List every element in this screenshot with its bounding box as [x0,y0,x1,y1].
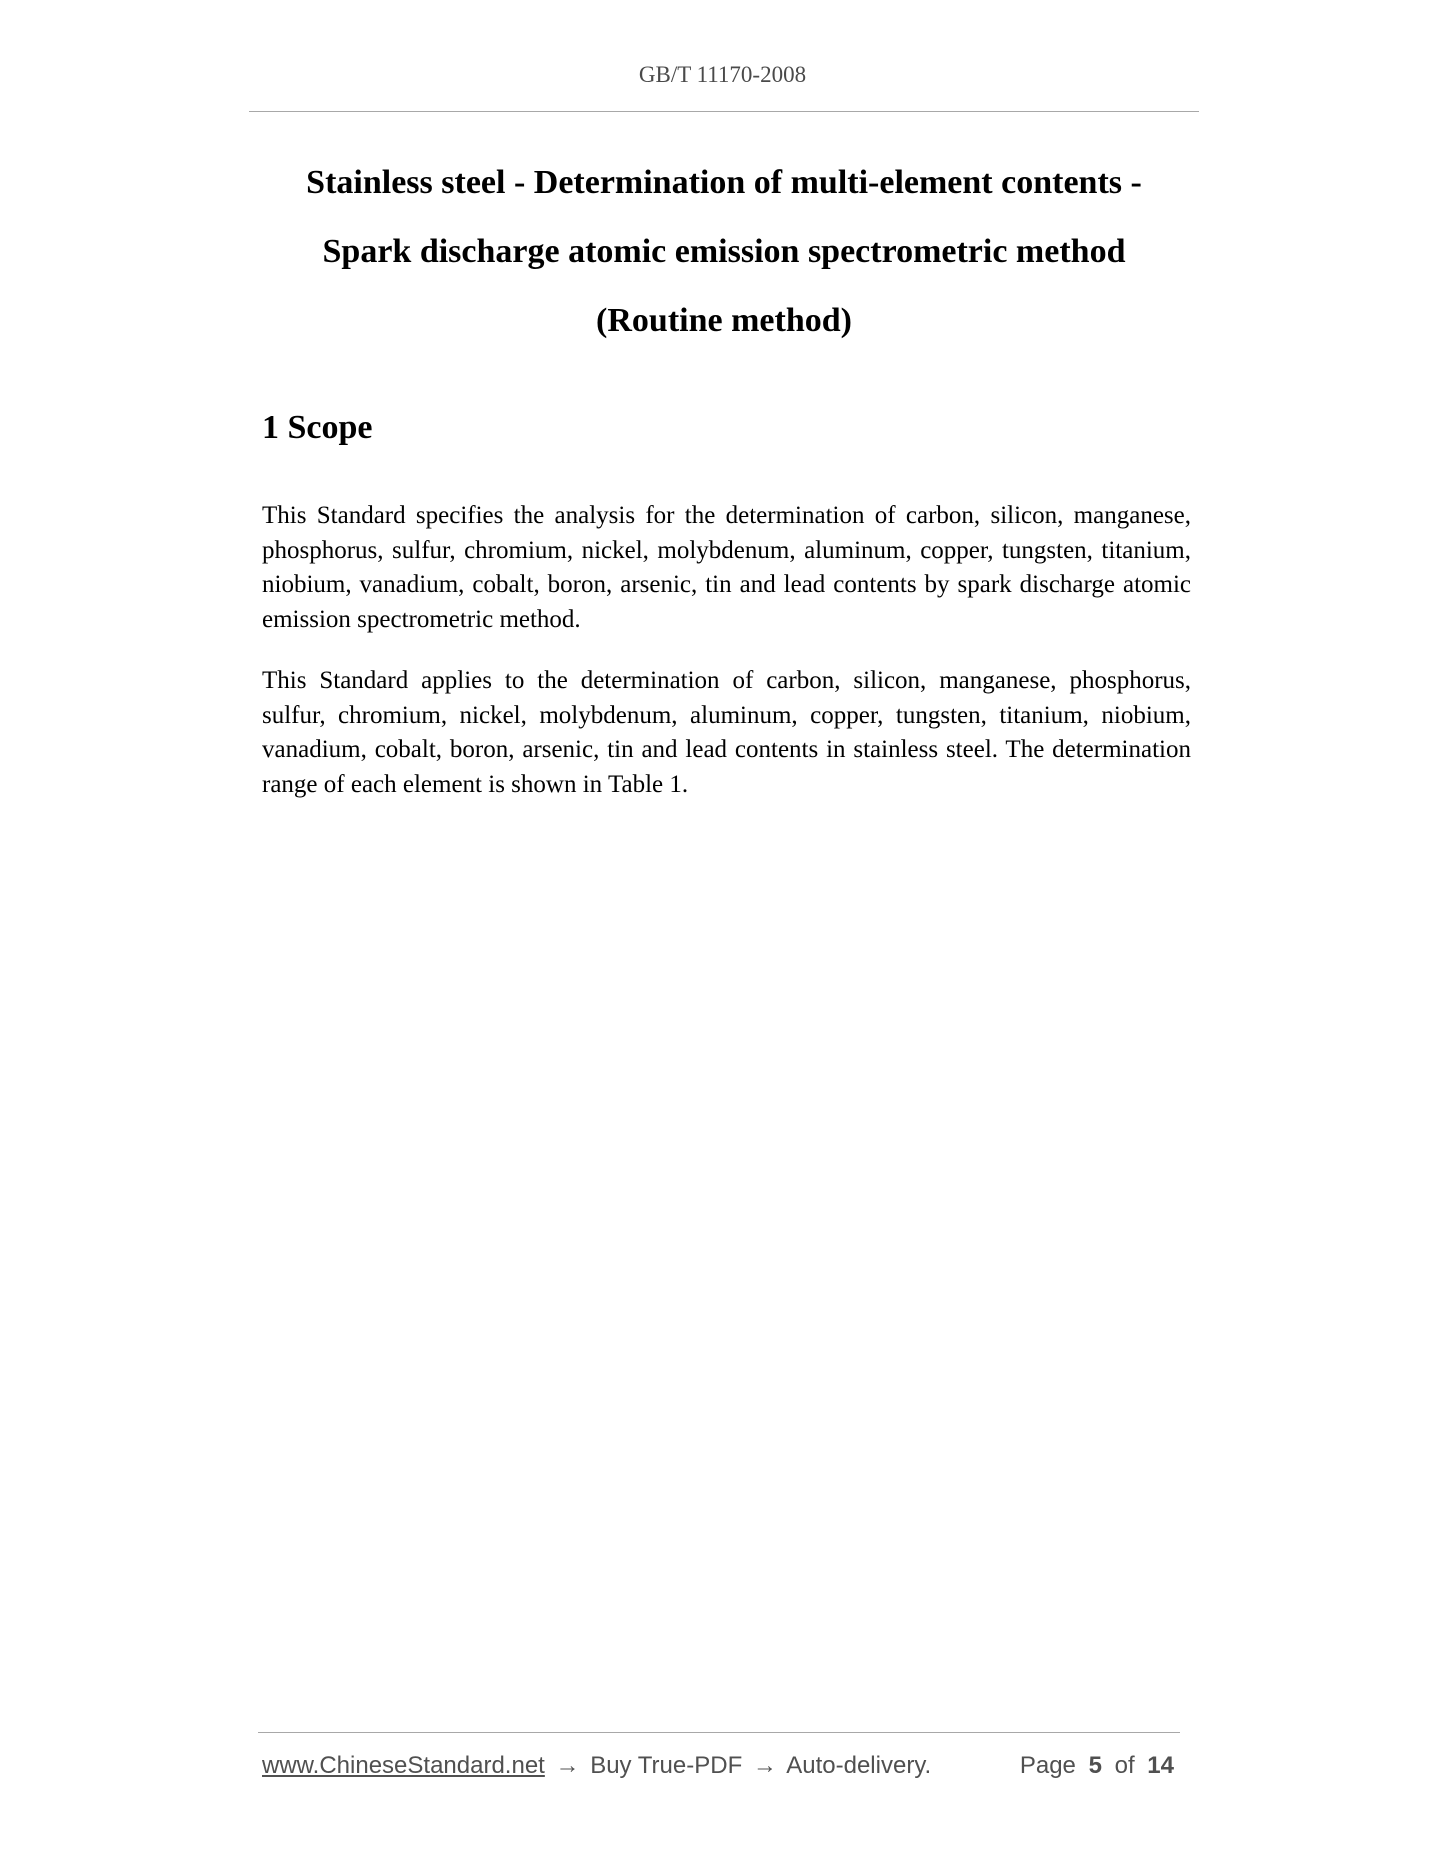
title-line-2: Spark discharge atomic emission spectrometric method [322,233,1126,270]
page-number [1020,1752,1180,1780]
scope-paragraph-1: This Standard specifies the analysis for the determination of carbon, silicon, manganese, phosphorus, sulfur, chromium, nickel, molybdenum, aluminum, copper, tungsten, titanium, niobium, vanadium, cobalt, boron, arsenic, tin and lead contents by spark discharge atomic emission spectrometric method. [262,502,1191,633]
page-header-standard-code: GB/T 11170-2008 [638,62,807,87]
footer-promo [262,1752,931,1780]
page-label: Page [1019,1752,1076,1779]
title-line-3: (Routine method) [596,302,852,339]
buy-true-pdf-text: Buy True-PDF [590,1752,743,1779]
document-title [249,148,1199,355]
arrow-right-icon: → [752,1752,777,1779]
title-line-1: Stainless steel - Determination of multi-element contents - [306,164,1142,201]
page-footer [262,1752,1180,1786]
website-link[interactable]: www.ChineseStandard.net [262,1752,545,1779]
auto-delivery-text: Auto-delivery. [786,1752,932,1779]
section-heading-scope: 1 Scope [262,409,373,446]
total-page-count: 14 [1147,1752,1174,1779]
of-label: of [1114,1752,1135,1779]
footer-divider [258,1732,1180,1733]
current-page-number: 5 [1088,1752,1102,1779]
arrow-right-icon: → [555,1752,580,1779]
header-divider [249,111,1199,112]
scope-paragraph-2: This Standard applies to the determination of carbon, silicon, manganese, phosphorus, sulfur, chromium, nickel, molybdenum, aluminum, copper, tungsten, titanium, niobium, vanadium, cobalt, boron, arsenic, tin and lead contents in stainless steel. The determination range of each element is shown in Table 1. [262,667,1191,798]
